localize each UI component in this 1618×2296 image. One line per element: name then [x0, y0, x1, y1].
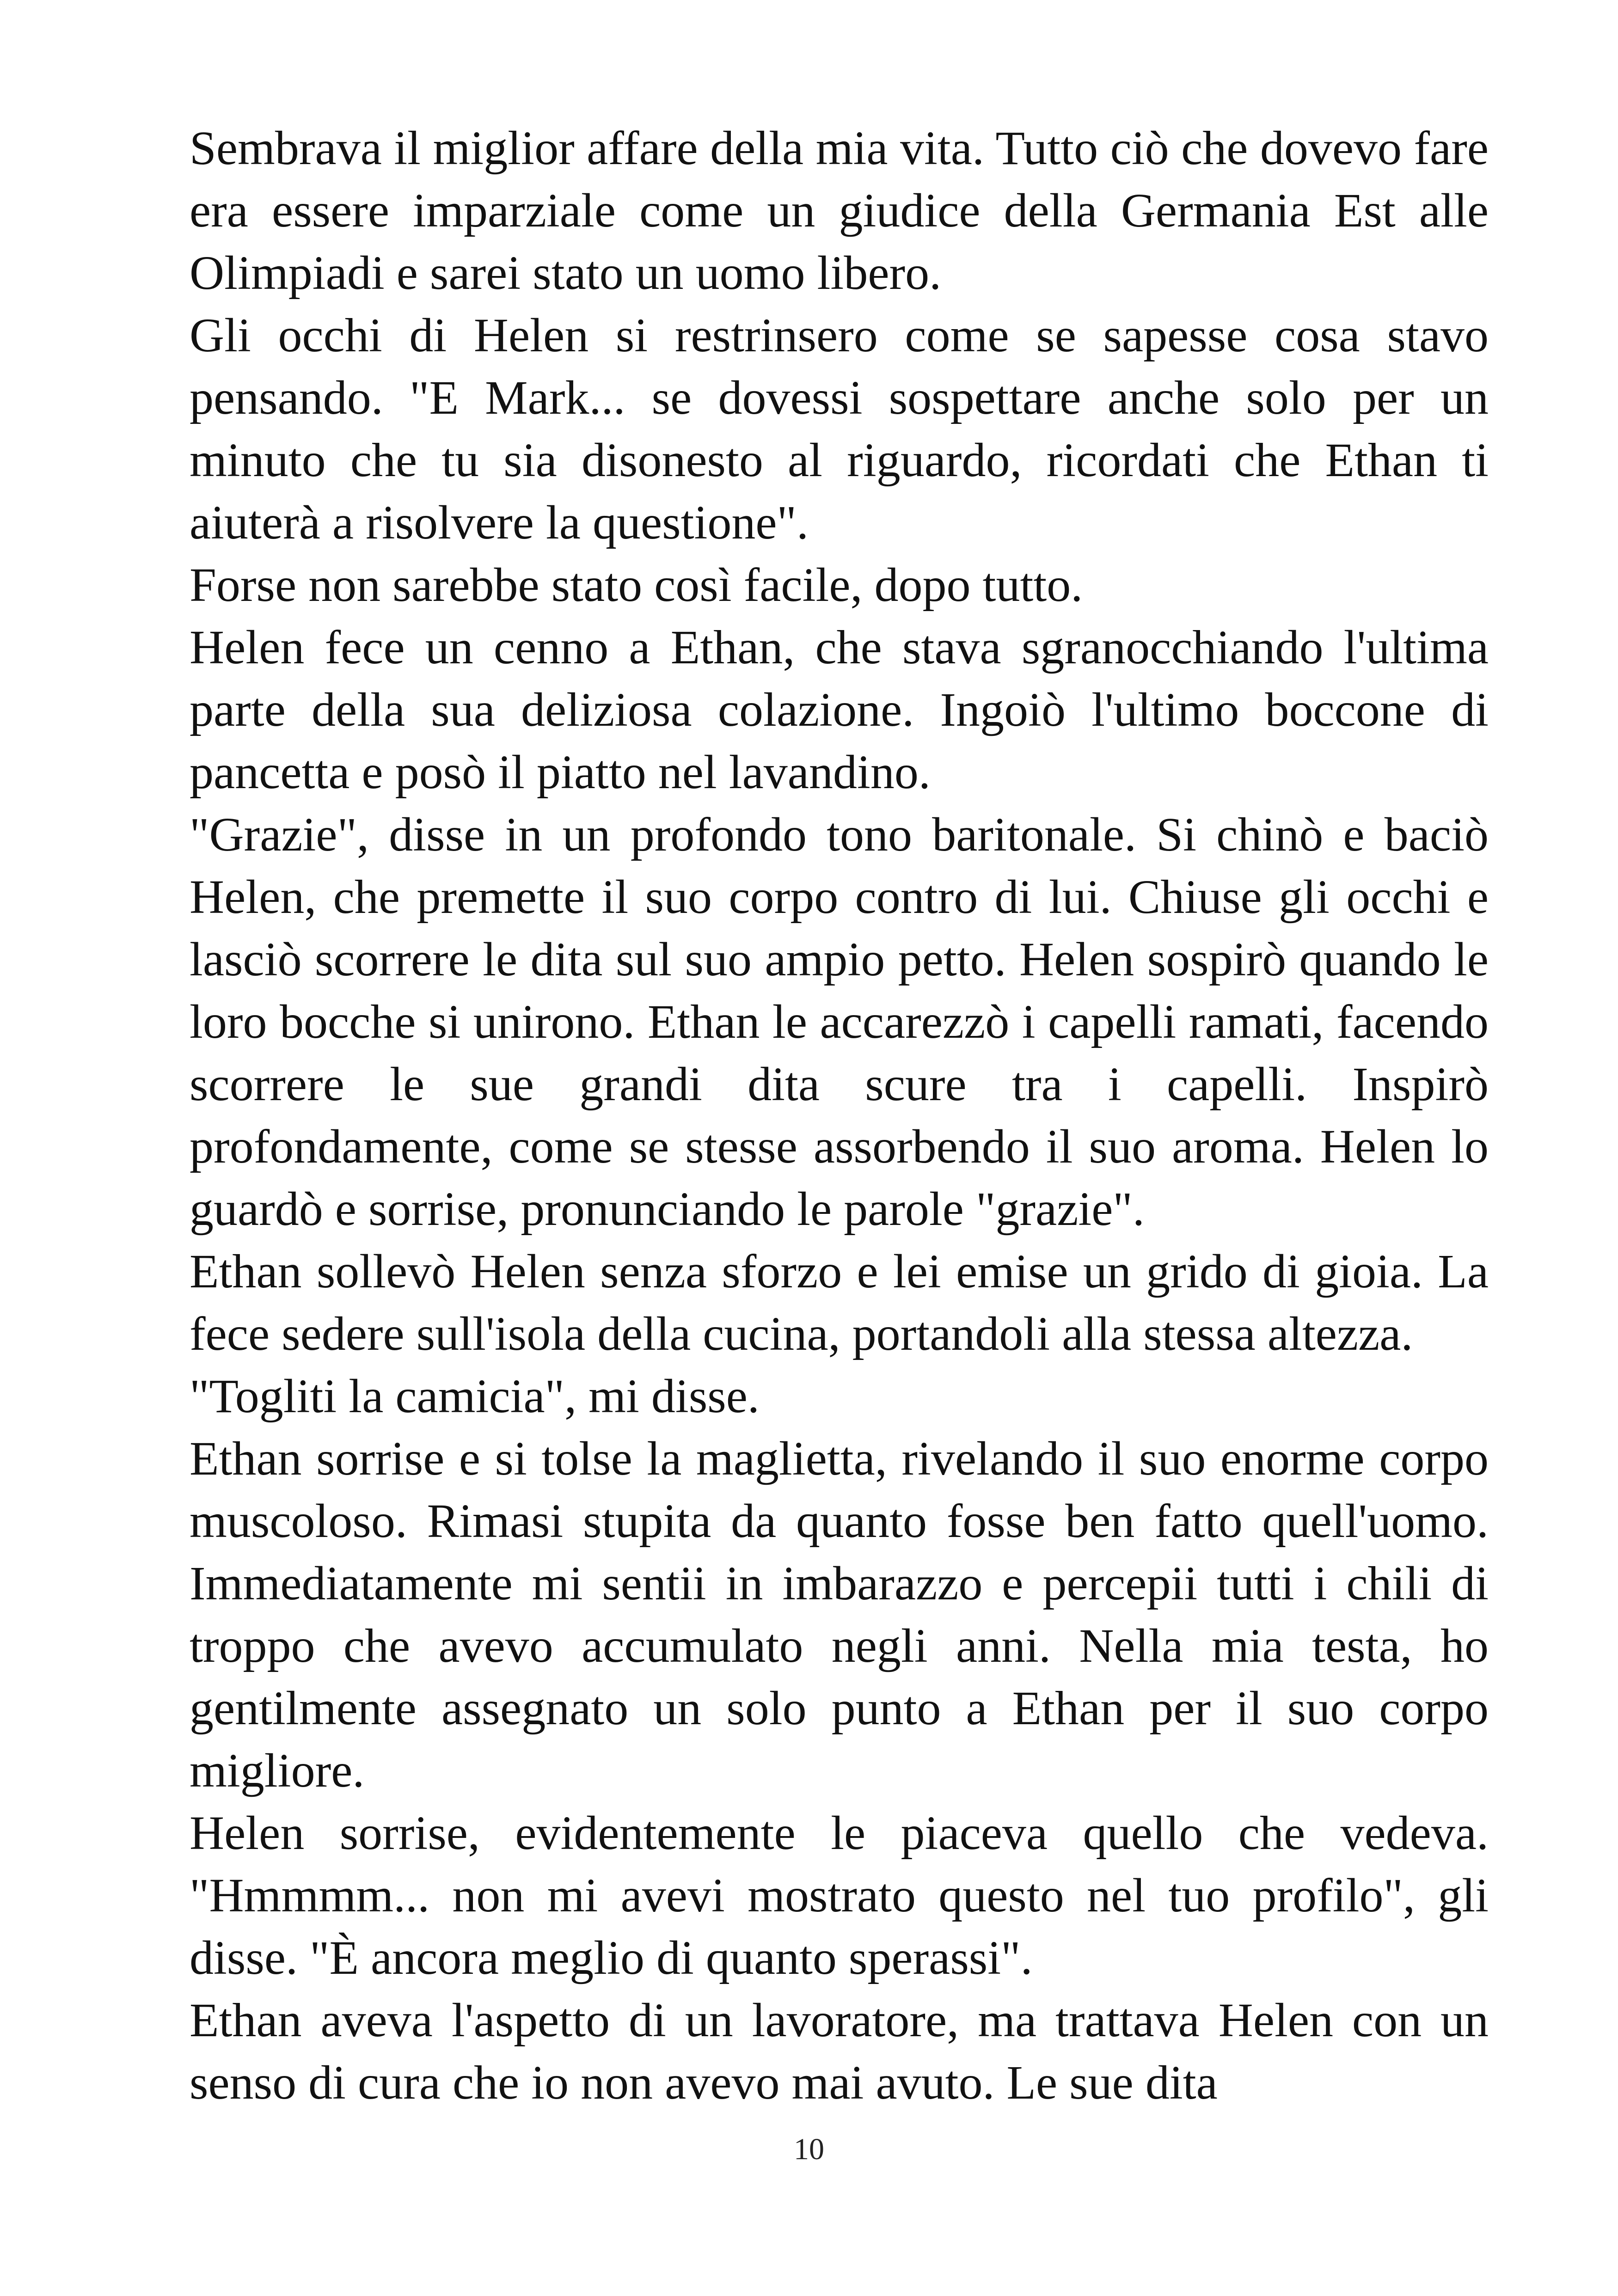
body-text	[190, 117, 1489, 2114]
paragraph: Helen fece un cenno a Ethan, che stava sgranocchiando l'ultima parte della sua deliziosa colazione. Ingoiò l'ultimo boccone di pancetta e posò il piatto nel lavandino.	[190, 621, 1489, 799]
paragraph: "Togliti la camicia", mi disse.	[190, 1370, 760, 1423]
paragraph: Helen sorrise, evidentemente le piaceva quello che vedeva. "Hmmmm... non mi avevi mostrato questo nel tuo profilo", gli disse. "È ancora meglio di quanto sperassi".	[190, 1806, 1489, 1984]
paragraph: Ethan aveva l'aspetto di un lavoratore, ma trattava Helen con un senso di cura che io non avevo mai avuto. Le sue dita	[190, 1994, 1489, 2109]
paragraph: Ethan sorrise e si tolse la maglietta, rivelando il suo enorme corpo muscoloso. Rimasi stupita da quanto fosse ben fatto quell'uomo. Immediatamente mi sentii in imbarazzo e percepii tutti i chili di troppo che avevo accumulato negli anni. Nella mia testa, ho gentilmente assegnato un solo punto a Ethan per il suo corpo migliore.	[190, 1432, 1489, 1797]
paragraph: Sembrava il miglior affare della mia vita. Tutto ciò che dovevo fare era essere imparziale come un giudice della Germania Est alle Olimpiadi e sarei stato un uomo libero.	[190, 122, 1489, 300]
paragraph: Gli occhi di Helen si restrinsero come se sapesse cosa stavo pensando. "E Mark... se dovessi sospettare anche solo per un minuto che tu sia disonesto al riguardo, ricordati che Ethan ti aiuterà a risolvere la questione".	[190, 309, 1489, 549]
paragraph: Ethan sollevò Helen senza sforzo e lei emise un grido di gioia. La fece sedere sull'isola della cucina, portandoli alla stessa altezza.	[190, 1245, 1489, 1360]
page-number: 10	[794, 2132, 824, 2166]
paragraph: "Grazie", disse in un profondo tono baritonale. Si chinò e baciò Helen, che premette il suo corpo contro di lui. Chiuse gli occhi e lasciò scorrere le dita sul suo ampio petto. Helen sospirò quando le loro bocche si unirono. Ethan le accarezzò i capelli ramati, facendo scorrere le sue grandi dita scure tra i capelli. Inspirò profondamente, come se stesse assorbendo il suo aroma. Helen lo guardò e sorrise, pronunciando le parole "grazie".	[190, 808, 1489, 1236]
paragraph: Forse non sarebbe stato così facile, dopo tutto.	[190, 558, 1083, 612]
